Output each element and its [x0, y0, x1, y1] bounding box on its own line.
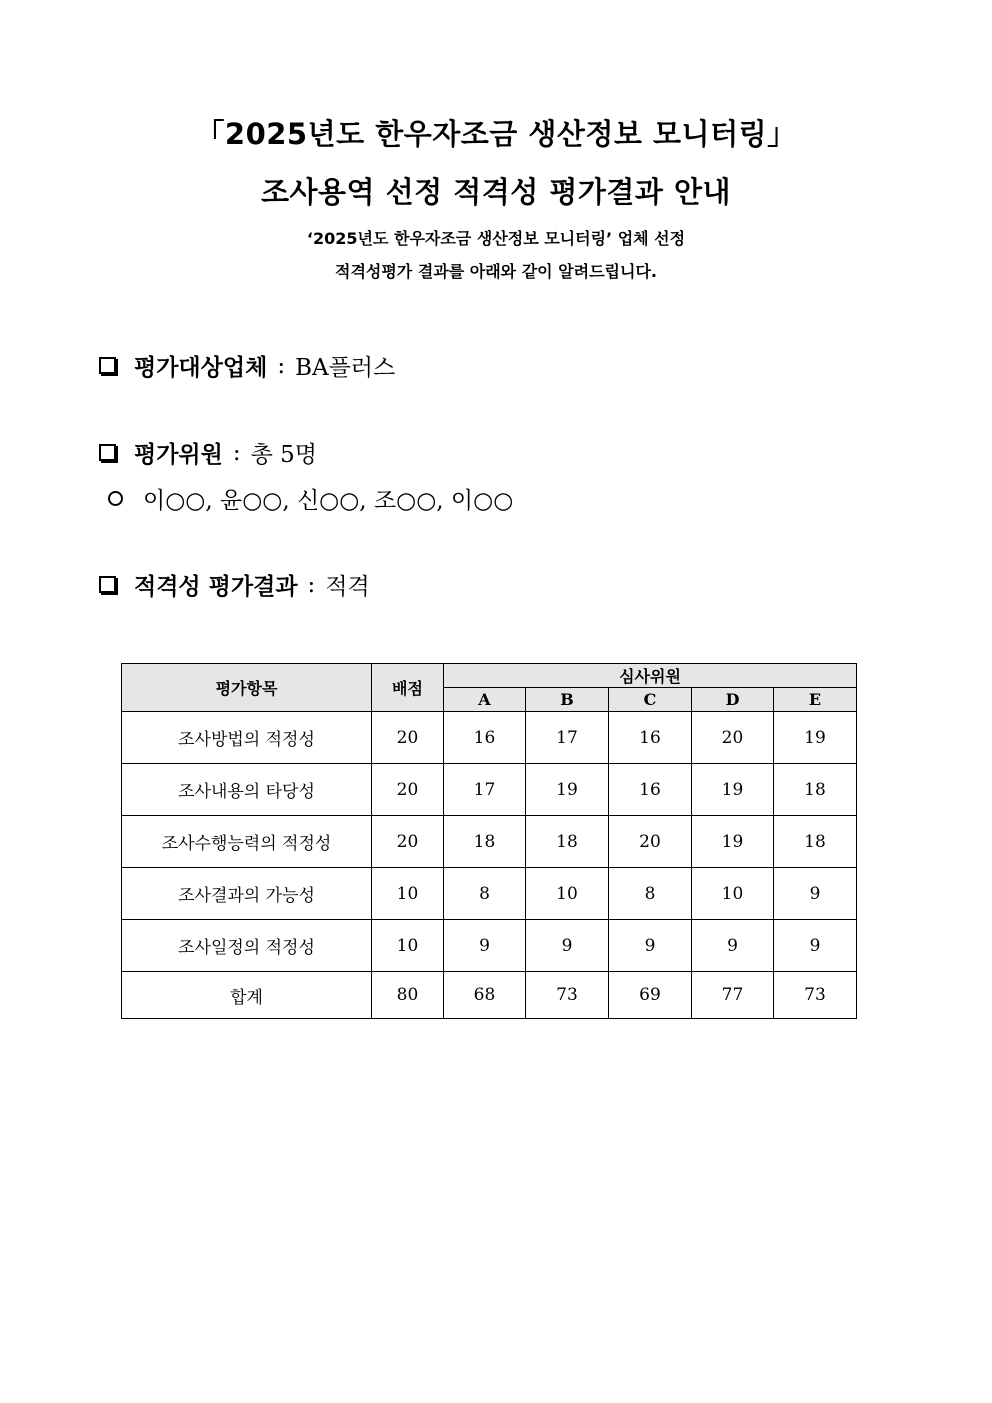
evaluators-value: 총 5명 — [250, 442, 318, 468]
score-cell: 18 — [444, 816, 526, 868]
separator: : — [307, 571, 316, 598]
score-cell: 9 — [444, 920, 526, 972]
subtitle-line2: 적격성평가 결과를 아래와 같이 알려드립니다. — [334, 262, 658, 281]
item-cell: 조사내용의 타당성 — [122, 764, 372, 816]
table-row — [122, 920, 857, 972]
score-cell: 19 — [774, 712, 857, 764]
score-cell: 10 — [526, 868, 609, 920]
target-company-section — [97, 349, 395, 382]
score-cell: 10 — [692, 868, 774, 920]
circle-bullet-icon — [108, 491, 123, 506]
score-cell: 18 — [526, 816, 609, 868]
header-judges: 심사위원 — [444, 664, 857, 688]
judge-header: A — [444, 688, 526, 712]
score-cell: 17 — [444, 764, 526, 816]
score-cell: 9 — [774, 868, 857, 920]
table-row — [122, 868, 857, 920]
score-cell: 16 — [609, 712, 692, 764]
score-cell: 16 — [609, 764, 692, 816]
target-company-value: BA플러스 — [295, 355, 396, 381]
evaluators-label: 평가위원 — [134, 441, 223, 468]
item-cell: 합계 — [122, 972, 372, 1019]
max-score-cell: 80 — [372, 972, 444, 1019]
score-cell: 68 — [444, 972, 526, 1019]
score-cell: 16 — [444, 712, 526, 764]
checkbox-bullet-icon — [99, 444, 116, 461]
table-row-total — [122, 972, 857, 1019]
score-cell: 17 — [526, 712, 609, 764]
score-cell: 19 — [692, 764, 774, 816]
max-score-cell: 20 — [372, 712, 444, 764]
max-score-cell: 20 — [372, 764, 444, 816]
score-cell: 77 — [692, 972, 774, 1019]
item-cell: 조사결과의 가능성 — [122, 868, 372, 920]
judge-header: B — [526, 688, 609, 712]
score-cell: 73 — [774, 972, 857, 1019]
table-row — [122, 712, 857, 764]
evaluator-names-line — [108, 482, 513, 515]
page-title-line2: 조사용역 선정 적격성 평가결과 안내 — [260, 175, 732, 209]
separator: : — [277, 352, 286, 379]
evaluation-table — [121, 663, 857, 1019]
score-cell: 9 — [609, 920, 692, 972]
score-cell: 9 — [692, 920, 774, 972]
checkbox-bullet-icon — [99, 576, 116, 593]
item-cell: 조사일정의 적정성 — [122, 920, 372, 972]
evaluator-names: 이○○, 윤○○, 신○○, 조○○, 이○○ — [143, 488, 514, 514]
max-score-cell: 10 — [372, 868, 444, 920]
judge-header: E — [774, 688, 857, 712]
target-company-label: 평가대상업체 — [134, 354, 268, 381]
result-section — [97, 568, 370, 601]
score-cell: 9 — [774, 920, 857, 972]
result-label: 적격성 평가결과 — [134, 573, 298, 600]
judge-header: C — [609, 688, 692, 712]
header-item: 평가항목 — [122, 664, 372, 712]
score-cell: 69 — [609, 972, 692, 1019]
score-cell: 19 — [526, 764, 609, 816]
judge-header: D — [692, 688, 774, 712]
table-row — [122, 764, 857, 816]
header-score: 배점 — [372, 664, 444, 712]
result-value: 적격 — [325, 574, 370, 600]
max-score-cell: 10 — [372, 920, 444, 972]
score-cell: 8 — [444, 868, 526, 920]
subtitle-line1: ‘2025년도 한우자조금 생산정보 모니터링’ 업체 선정 — [306, 229, 686, 248]
checkbox-bullet-icon — [99, 357, 116, 374]
score-cell: 73 — [526, 972, 609, 1019]
score-cell: 18 — [774, 816, 857, 868]
score-cell: 19 — [692, 816, 774, 868]
evaluators-section — [97, 436, 317, 469]
score-cell: 18 — [774, 764, 857, 816]
page-title-line1: 「2025년도 한우자조금 생산정보 모니터링」 — [195, 117, 797, 151]
separator: : — [232, 439, 241, 466]
score-cell: 20 — [692, 712, 774, 764]
item-cell: 조사수행능력의 적정성 — [122, 816, 372, 868]
max-score-cell: 20 — [372, 816, 444, 868]
item-cell: 조사방법의 적정성 — [122, 712, 372, 764]
score-cell: 20 — [609, 816, 692, 868]
score-cell: 9 — [526, 920, 609, 972]
table-row — [122, 816, 857, 868]
score-cell: 8 — [609, 868, 692, 920]
